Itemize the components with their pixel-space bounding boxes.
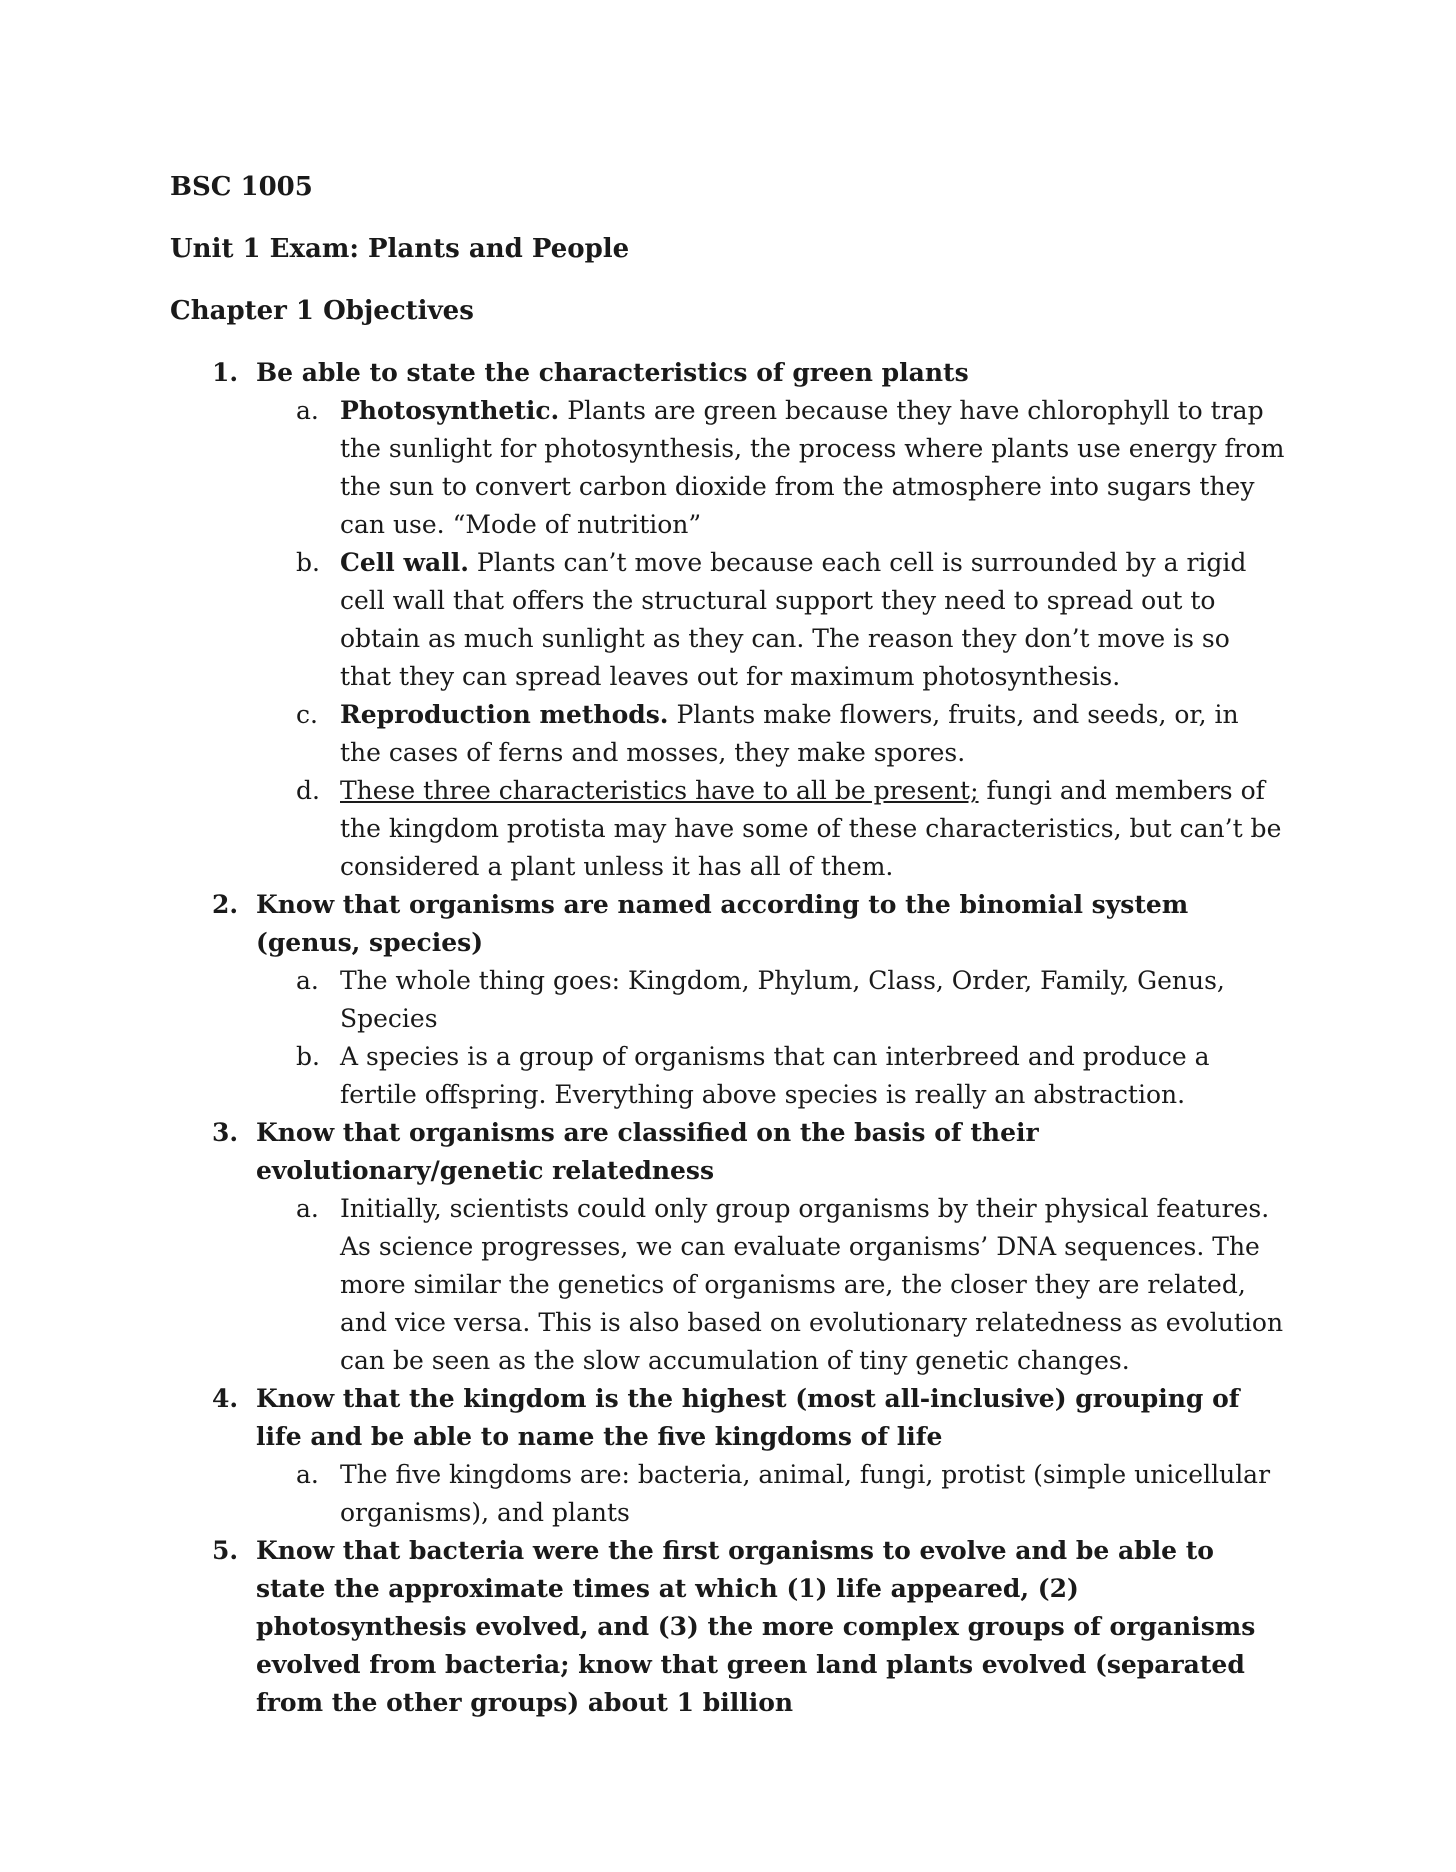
objective-text: Be able to state the characteristics of green plants [256, 358, 969, 387]
sub-point-text: Plants are green because they have chlorophyll to trap the sunlight for photosynthesis, the process where plants use energy from the sun to convert carbon dioxide from the atmosphere into sugars they can use. “Mode of nutrition” [340, 396, 1285, 539]
sub-point-list [256, 962, 1286, 1114]
objective-text: Know that bacteria were the first organisms to evolve and be able to state the approximate times at which (1) life appeared, (2) photosynthesis evolved, and (3) the more complex groups of organisms evolved from bacteria; know that green land plants evolved (separated from the other groups) about 1 billion [256, 1536, 1256, 1717]
sub-point-text: fungi and members of the kingdom protista may have some of these characteristics, but can’t be considered a plant unless it has all of them. [340, 776, 1282, 881]
sub-point-list [256, 1456, 1286, 1532]
objective-text: Know that the kingdom is the highest (most all-inclusive) grouping of life and be able to name the five kingdoms of life [256, 1384, 1240, 1451]
sub-point-list [256, 392, 1286, 886]
objective-item [0, 886, 1286, 1114]
sub-point-letter: a. [296, 1194, 319, 1223]
objective-text: Know that organisms are named according to the binomial system (genus, species) [256, 890, 1189, 957]
objective-number: 4. [212, 1384, 239, 1413]
sub-point-letter: b. [296, 1042, 320, 1071]
sub-point-text: Plants make flowers, fruits, and seeds, or, in the cases of ferns and mosses, they make spores. [340, 700, 1239, 767]
sub-point-letter: a. [296, 966, 319, 995]
sub-point-letter: c. [296, 700, 318, 729]
sub-point-letter: d. [296, 776, 320, 805]
exam-title: Unit 1 Exam: Plants and People [170, 234, 630, 264]
objective-item [0, 1532, 1286, 1722]
sub-point [256, 1190, 1286, 1380]
sub-point-text: A species is a group of organisms that can interbreed and produce a fertile offspring. Everything above species is really an abstraction. [340, 1042, 1210, 1109]
sub-point [256, 544, 1286, 696]
sub-point [256, 392, 1286, 544]
sub-point [256, 1456, 1286, 1532]
sub-point [256, 962, 1286, 1038]
objective-item [0, 1114, 1286, 1380]
sub-point-letter: a. [296, 1460, 319, 1489]
objective-item [0, 1380, 1286, 1532]
objective-item [0, 354, 1286, 886]
sub-point-letter: b. [296, 548, 320, 577]
objective-number: 1. [212, 358, 239, 387]
sub-point-letter: a. [296, 396, 319, 425]
sub-point-list [256, 1190, 1286, 1380]
objective-text: Know that organisms are classified on the basis of their evolutionary/genetic relatedness [256, 1118, 1039, 1185]
sub-point-text: Plants can’t move because each cell is surrounded by a rigid cell wall that offers the structural support they need to spread out to obtain as much sunlight as they can. The reason they don’t move is so that they can spread leaves out for maximum photosynthesis. [340, 548, 1247, 691]
course-code: BSC 1005 [170, 172, 313, 202]
sub-point-text: Initially, scientists could only group organisms by their physical features. As science progresses, we can evaluate organisms’ DNA sequences. The more similar the genetics of organisms are, the closer they are related, and vice versa. This is also based on evolutionary relatedness as evolution can be seen as the slow accumulation of tiny genetic changes. [340, 1194, 1284, 1375]
chapter-title: Chapter 1 Objectives [170, 296, 474, 326]
objective-number: 3. [212, 1118, 239, 1147]
objective-number: 2. [212, 890, 239, 919]
sub-point-lead: Reproduction methods. [340, 700, 669, 729]
sub-point [256, 772, 1286, 886]
objectives-list [0, 354, 1456, 1722]
objective-number: 5. [212, 1536, 239, 1565]
sub-point-lead: Photosynthetic. [340, 396, 560, 425]
sub-point-text: The five kingdoms are: bacteria, animal, fungi, protist (simple unicellular organisms), and plants [340, 1460, 1271, 1527]
sub-point-underlined: These three characteristics have to all be present; [340, 776, 979, 805]
sub-point-lead: Cell wall. [340, 548, 469, 577]
sub-point [256, 1038, 1286, 1114]
sub-point-text: The whole thing goes: Kingdom, Phylum, Class, Order, Family, Genus, Species [340, 966, 1225, 1033]
sub-point [256, 696, 1286, 772]
